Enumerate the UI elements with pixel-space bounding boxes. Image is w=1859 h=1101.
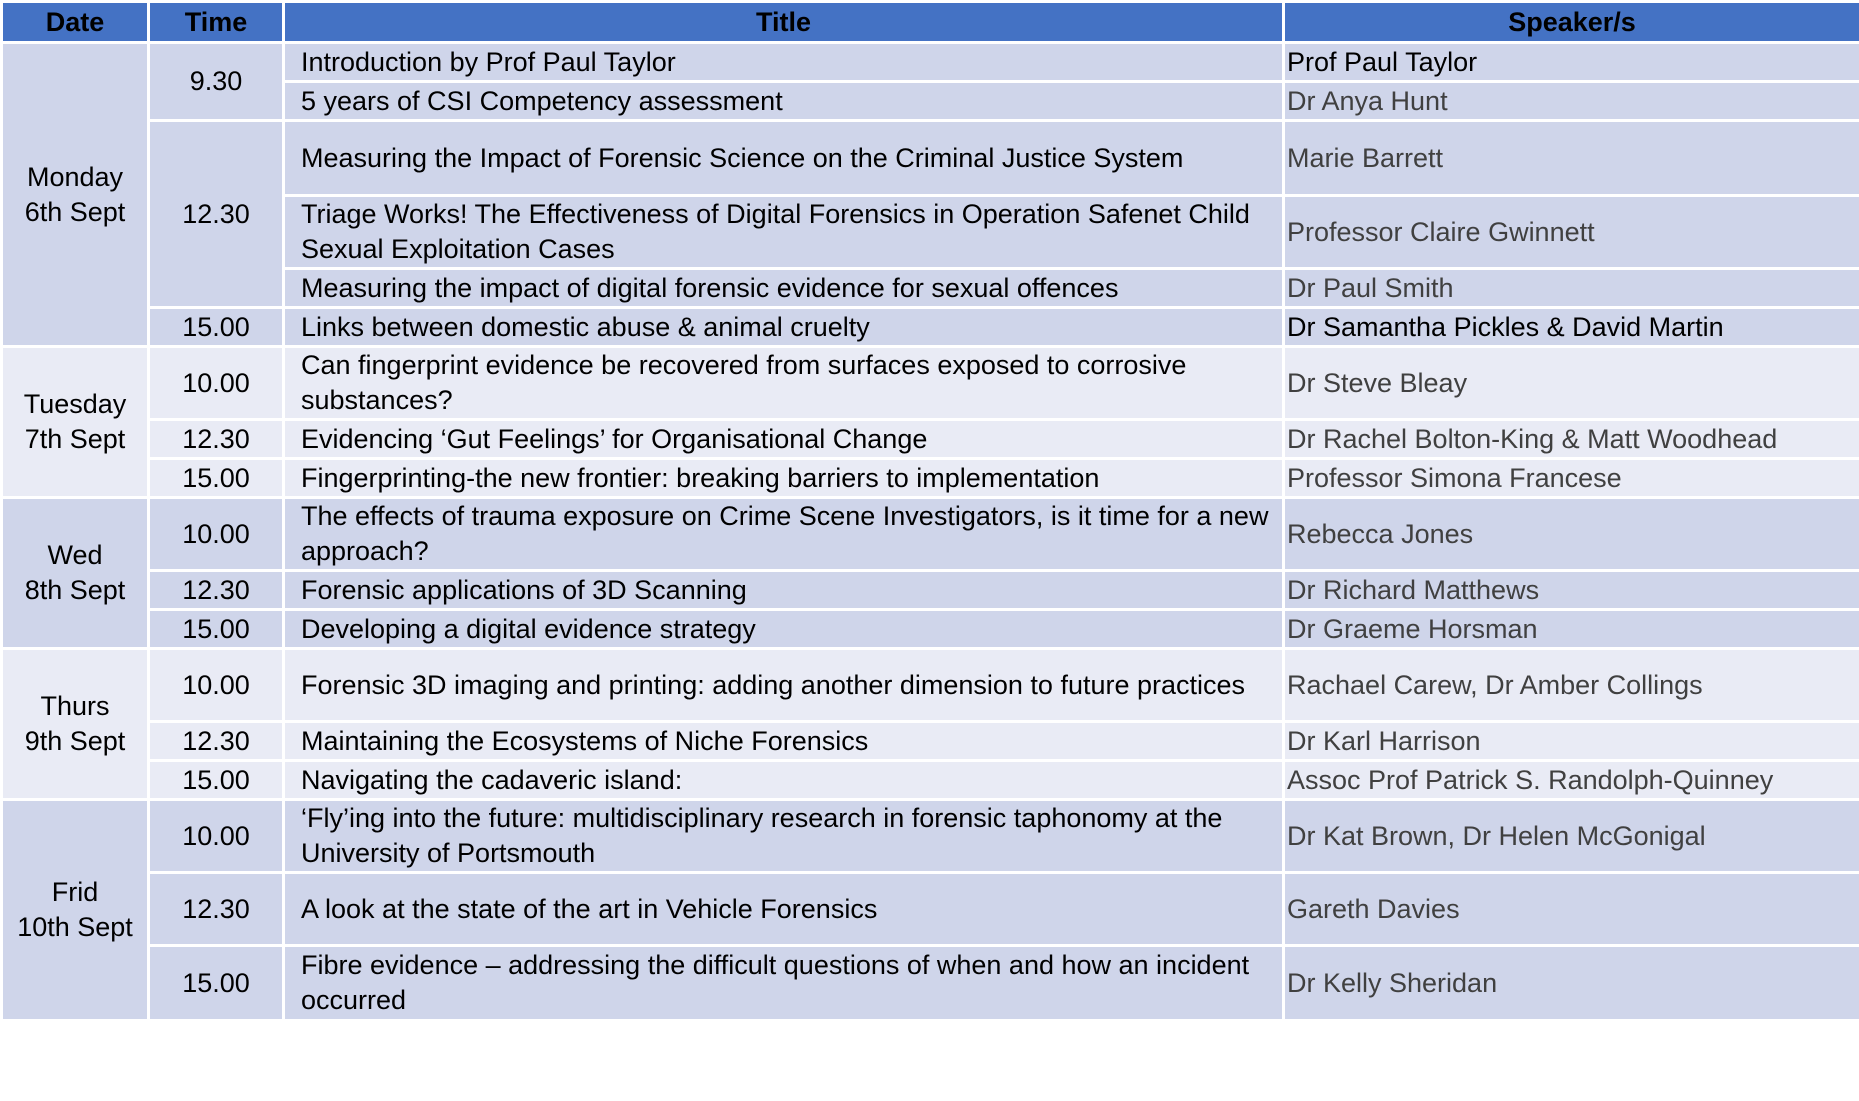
header-date: Date xyxy=(2,2,149,43)
table-row xyxy=(2,420,1859,459)
time-cell: 15.00 xyxy=(149,946,284,1021)
session-title: Measuring the Impact of Forensic Science on the Criminal Justice System xyxy=(284,121,1284,196)
session-title: 5 years of CSI Competency assessment xyxy=(284,82,1284,121)
header-time: Time xyxy=(149,2,284,43)
date-cell-wednesday: Wed 8th Sept xyxy=(2,498,149,649)
session-title: The effects of trauma exposure on Crime Scene Investigators, is it time for a new approach? xyxy=(284,498,1284,571)
session-speaker: Professor Claire Gwinnett xyxy=(1284,196,1859,269)
time-cell: 15.00 xyxy=(149,761,284,800)
session-speaker: Dr Graeme Horsman xyxy=(1284,610,1859,649)
session-speaker: Dr Paul Smith xyxy=(1284,269,1859,308)
time-cell: 15.00 xyxy=(149,610,284,649)
session-speaker: Rachael Carew, Dr Amber Collings xyxy=(1284,649,1859,722)
session-title: Links between domestic abuse & animal cruelty xyxy=(284,308,1284,347)
date-cell-tuesday: Tuesday 7th Sept xyxy=(2,347,149,498)
date-cell-friday: Frid 10th Sept xyxy=(2,800,149,1021)
table-row xyxy=(2,347,1859,420)
table-row xyxy=(2,121,1859,196)
session-speaker: Marie Barrett xyxy=(1284,121,1859,196)
session-title: Introduction by Prof Paul Taylor xyxy=(284,43,1284,82)
table-row xyxy=(2,873,1859,946)
table-row xyxy=(2,498,1859,571)
session-title: ‘Fly’ing into the future: multidisciplinary research in forensic taphonomy at the University of Portsmouth xyxy=(284,800,1284,873)
time-cell: 10.00 xyxy=(149,347,284,420)
session-speaker: Dr Kat Brown, Dr Helen McGonigal xyxy=(1284,800,1859,873)
session-title: Forensic applications of 3D Scanning xyxy=(284,571,1284,610)
time-cell: 9.30 xyxy=(149,43,284,121)
session-speaker: Gareth Davies xyxy=(1284,873,1859,946)
header-title: Title xyxy=(284,2,1284,43)
table-row xyxy=(2,610,1859,649)
session-speaker: Dr Richard Matthews xyxy=(1284,571,1859,610)
session-speaker: Dr Samantha Pickles & David Martin xyxy=(1284,308,1859,347)
time-cell: 10.00 xyxy=(149,649,284,722)
session-title: Maintaining the Ecosystems of Niche Forensics xyxy=(284,722,1284,761)
time-cell: 12.30 xyxy=(149,571,284,610)
session-title: Measuring the impact of digital forensic evidence for sexual offences xyxy=(284,269,1284,308)
session-title: Evidencing ‘Gut Feelings’ for Organisational Change xyxy=(284,420,1284,459)
session-speaker: Dr Kelly Sheridan xyxy=(1284,946,1859,1021)
table-row xyxy=(2,308,1859,347)
table-row xyxy=(2,571,1859,610)
table-row xyxy=(2,649,1859,722)
time-cell: 12.30 xyxy=(149,722,284,761)
session-speaker: Assoc Prof Patrick S. Randolph-Quinney xyxy=(1284,761,1859,800)
table-row xyxy=(2,946,1859,1021)
table-row xyxy=(2,722,1859,761)
table-row xyxy=(2,459,1859,498)
session-title: Navigating the cadaveric island: xyxy=(284,761,1284,800)
header-row xyxy=(2,2,1859,43)
table-row xyxy=(2,800,1859,873)
time-cell: 10.00 xyxy=(149,498,284,571)
time-cell: 12.30 xyxy=(149,420,284,459)
date-cell-thursday: Thurs 9th Sept xyxy=(2,649,149,800)
session-title: Developing a digital evidence strategy xyxy=(284,610,1284,649)
session-title: Can fingerprint evidence be recovered from surfaces exposed to corrosive substances? xyxy=(284,347,1284,420)
time-cell: 15.00 xyxy=(149,308,284,347)
session-title: Fingerprinting-the new frontier: breaking barriers to implementation xyxy=(284,459,1284,498)
session-title: Fibre evidence – addressing the difficult questions of when and how an incident occurred xyxy=(284,946,1284,1021)
table-row xyxy=(2,43,1859,82)
session-speaker: Dr Steve Bleay xyxy=(1284,347,1859,420)
session-speaker: Dr Rachel Bolton-King & Matt Woodhead xyxy=(1284,420,1859,459)
session-speaker: Professor Simona Francese xyxy=(1284,459,1859,498)
time-cell: 15.00 xyxy=(149,459,284,498)
header-speaker: Speaker/s xyxy=(1284,2,1859,43)
time-cell: 12.30 xyxy=(149,121,284,308)
session-speaker: Prof Paul Taylor xyxy=(1284,43,1859,82)
time-cell: 12.30 xyxy=(149,873,284,946)
date-cell-monday: Monday 6th Sept xyxy=(2,43,149,347)
table-row xyxy=(2,761,1859,800)
session-title: A look at the state of the art in Vehicle Forensics xyxy=(284,873,1284,946)
session-speaker: Dr Karl Harrison xyxy=(1284,722,1859,761)
session-speaker: Dr Anya Hunt xyxy=(1284,82,1859,121)
time-cell: 10.00 xyxy=(149,800,284,873)
session-title: Triage Works! The Effectiveness of Digital Forensics in Operation Safenet Child Sexual Exploitation Cases xyxy=(284,196,1284,269)
session-title: Forensic 3D imaging and printing: adding another dimension to future practices xyxy=(284,649,1284,722)
session-speaker: Rebecca Jones xyxy=(1284,498,1859,571)
